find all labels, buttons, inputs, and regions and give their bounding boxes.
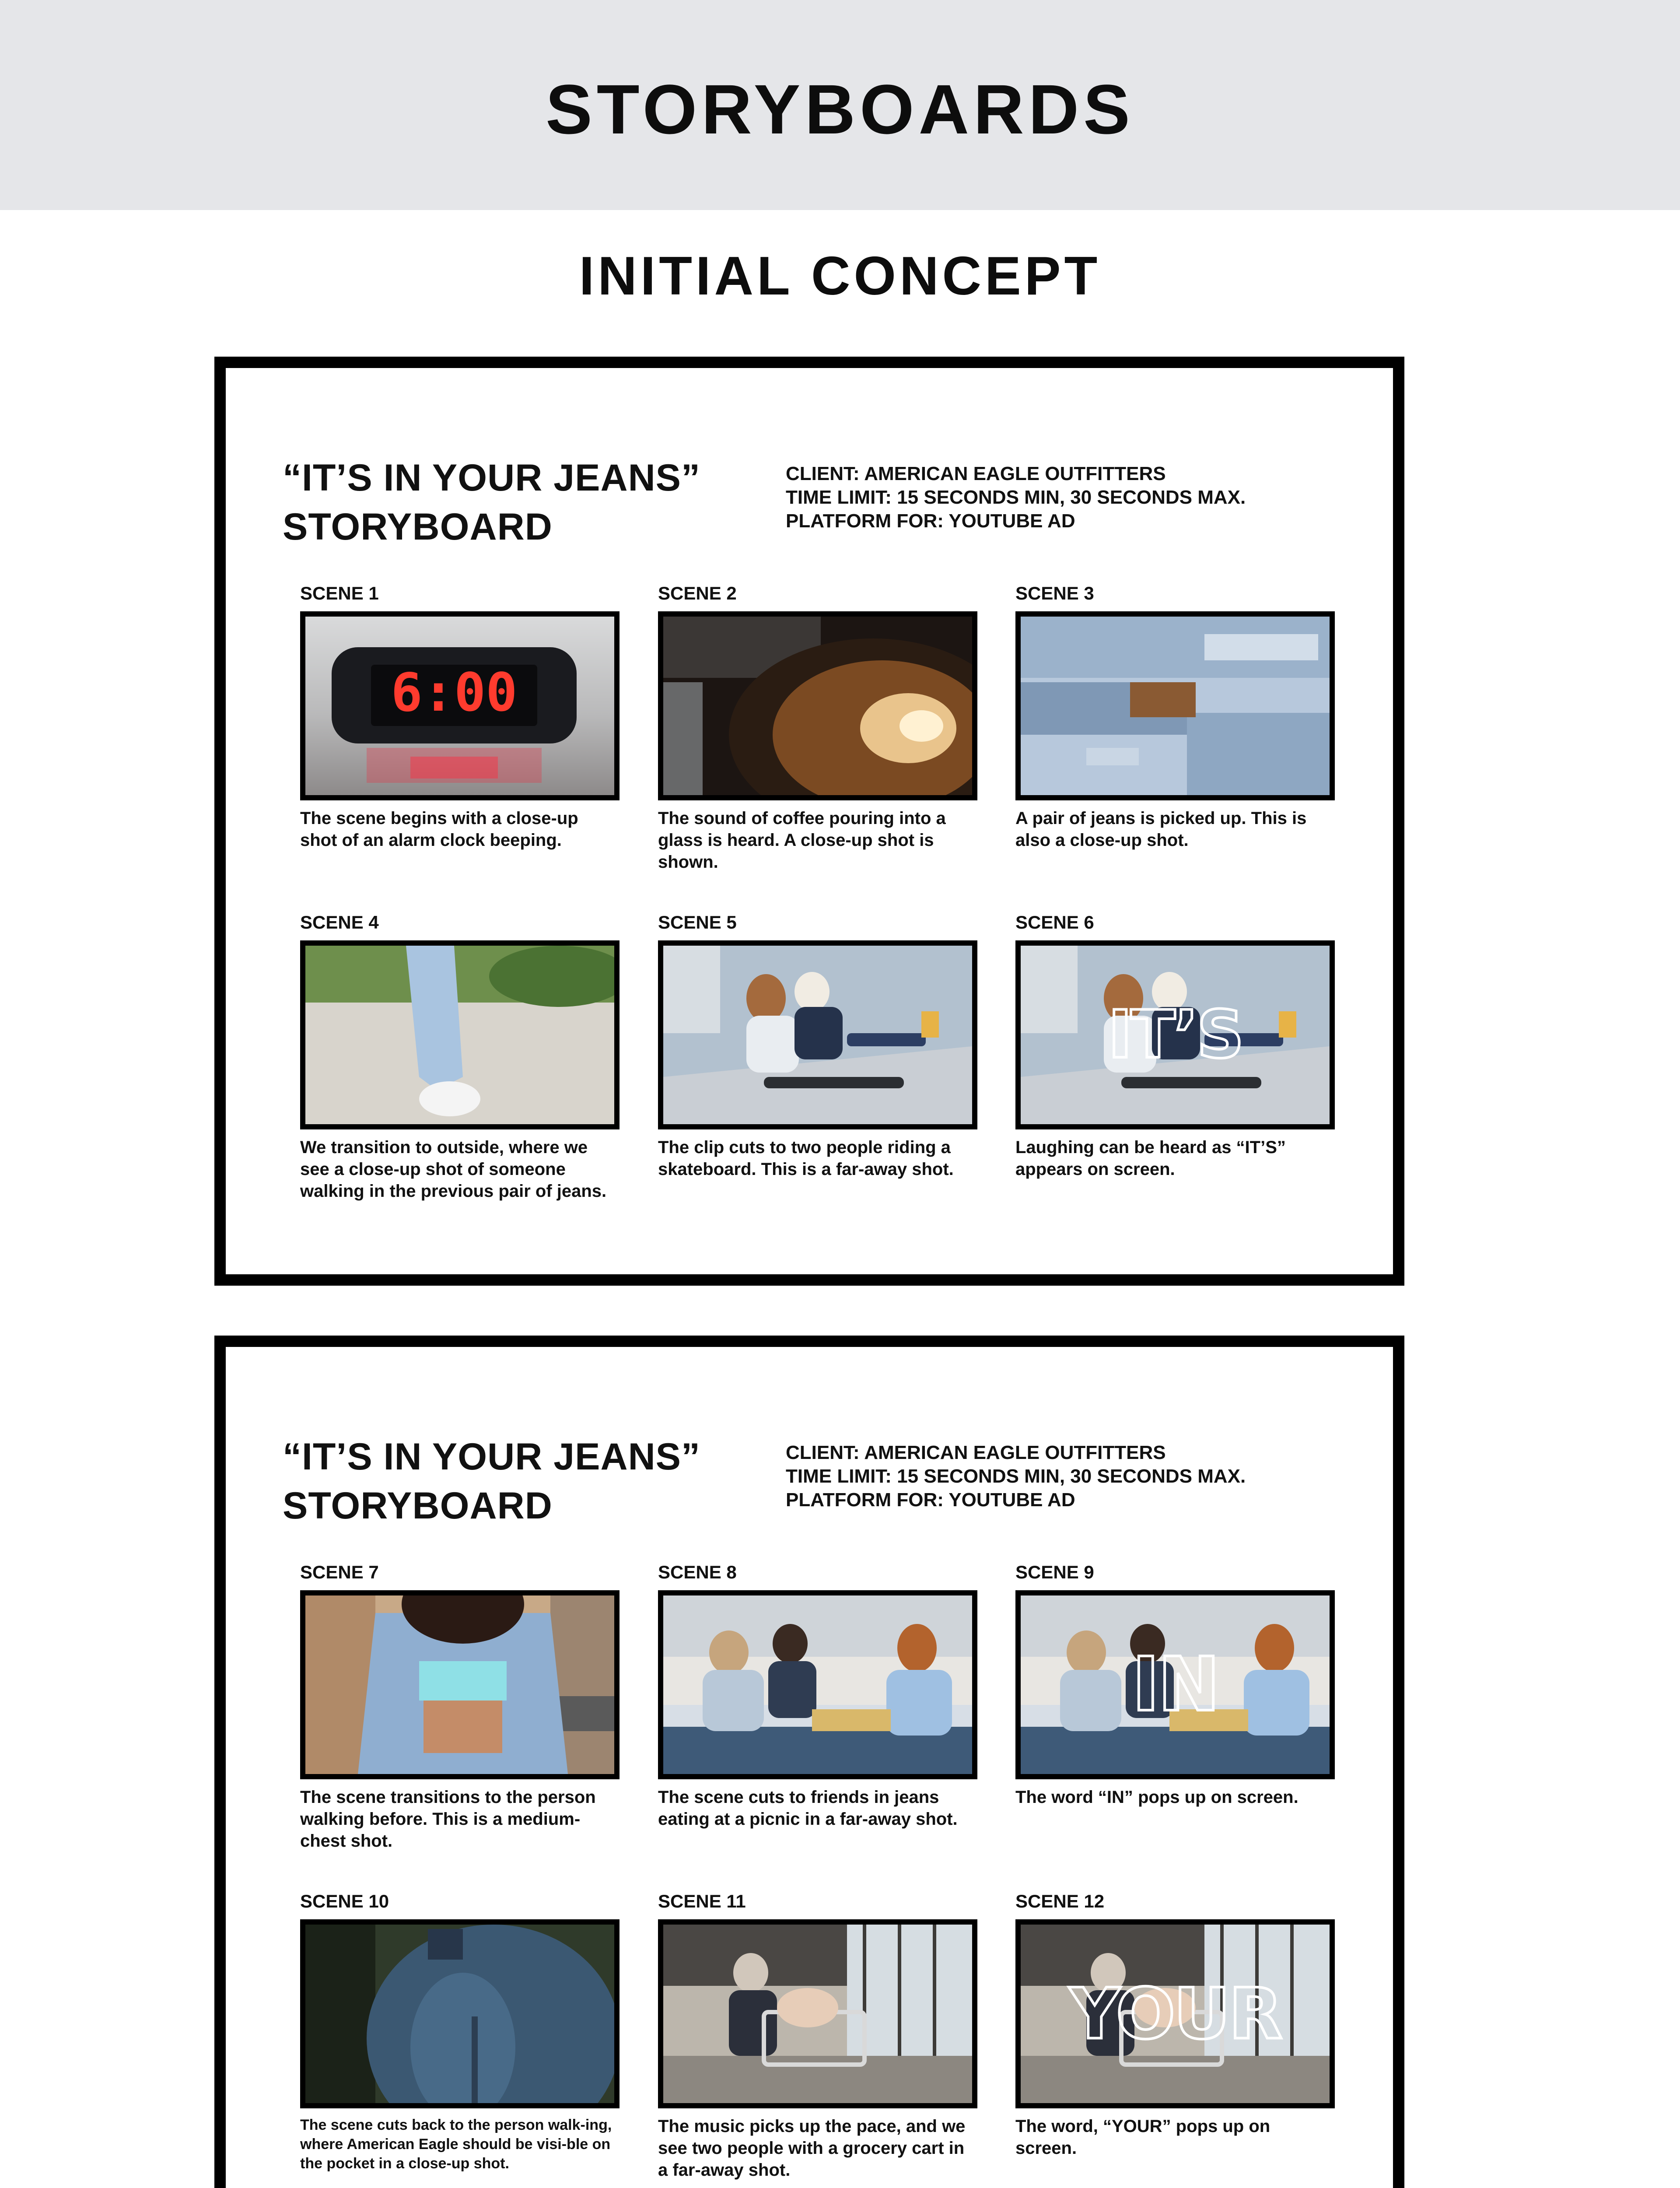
scene-overlay-text: IN xyxy=(1132,1641,1218,1728)
scene-thumbnail xyxy=(300,611,620,800)
scene-caption: A pair of jeans is picked up. This is also a close-up shot. xyxy=(1015,809,1307,850)
scene-label: SCENE 2 xyxy=(658,583,737,603)
scene-caption: The scene cuts back to the person walk-ing, where American Eagle should be visi-ble on the pocket in a close-up shot. xyxy=(300,2117,612,2172)
meta-line: PLATFORM FOR: YOUTUBE AD xyxy=(786,1489,1075,1511)
scene-label: SCENE 8 xyxy=(658,1562,737,1582)
scene-caption: We transition to outside, where we see a close-up shot of someone walking in the previous pair of jeans. xyxy=(300,1138,607,1201)
scene-card xyxy=(300,1890,620,2173)
scene-caption: The scene transitions to the person walking before. This is a medium-chest shot. xyxy=(300,1788,596,1851)
scene-thumbnail xyxy=(658,1590,977,1779)
scene-caption: The music picks up the pace, and we see two people with a grocery cart in a far-away shot. xyxy=(658,2117,966,2180)
meta-line: TIME LIMIT: 15 SECONDS MIN, 30 SECONDS MAX. xyxy=(786,1466,1246,1487)
scene-image-folded-jeans xyxy=(1021,617,1330,795)
storyboard-title xyxy=(283,453,764,551)
scene-card xyxy=(658,1561,977,1830)
scene-image-picnic xyxy=(663,1595,972,1774)
scene-card xyxy=(1015,1561,1335,1808)
scene-card xyxy=(300,912,620,1202)
storyboard-panel xyxy=(214,357,1404,1286)
storyboard-title xyxy=(283,1432,764,1530)
scene-thumbnail xyxy=(300,1590,620,1779)
scene-thumbnail xyxy=(658,1919,977,2108)
storyboard-meta xyxy=(786,1441,1311,1512)
scene-card xyxy=(658,582,977,873)
scene-label: SCENE 3 xyxy=(1015,583,1094,603)
scene-thumbnail xyxy=(1015,1919,1335,2108)
scene-card xyxy=(1015,1890,1335,2159)
storyboard-header xyxy=(283,453,1333,593)
storyboard-title-line: “IT’S IN YOUR JEANS” xyxy=(283,1436,701,1478)
scene-image-walking-legs xyxy=(305,946,614,1124)
scene-card xyxy=(658,912,977,1180)
scene-label: SCENE 7 xyxy=(300,1562,379,1582)
scene-label: SCENE 11 xyxy=(658,1891,746,1911)
scene-label: SCENE 10 xyxy=(300,1891,389,1911)
scene-label: SCENE 1 xyxy=(300,583,379,603)
scene-caption: The word “IN” pops up on screen. xyxy=(1015,1788,1298,1807)
scene-label: SCENE 4 xyxy=(300,912,379,933)
meta-line: PLATFORM FOR: YOUTUBE AD xyxy=(786,510,1075,532)
scene-card xyxy=(1015,582,1335,851)
svg-text:6:00: 6:00 xyxy=(391,663,518,723)
scene-thumbnail xyxy=(658,611,977,800)
scene-thumbnail xyxy=(300,940,620,1129)
scene-label: SCENE 9 xyxy=(1015,1562,1094,1582)
scene-thumbnail xyxy=(1015,611,1335,800)
scene-image-jeans-pocket xyxy=(305,1925,614,2103)
scene-caption: The sound of coffee pouring into a glass is heard. A close-up shot is shown. xyxy=(658,809,946,872)
scene-thumbnail xyxy=(1015,1590,1335,1779)
storyboard-meta xyxy=(786,462,1311,533)
scene-image-skateboard-duo xyxy=(663,946,972,1124)
section-subtitle: INITIAL CONCEPT xyxy=(579,246,1101,306)
scene-label: SCENE 5 xyxy=(658,912,737,933)
scene-caption: Laughing can be heard as “IT’S” appears on screen. xyxy=(1015,1138,1286,1179)
scene-caption: The scene begins with a close-up shot of an alarm clock beeping. xyxy=(300,809,578,850)
storyboard-panel xyxy=(214,1336,1404,2188)
scene-overlay-text: IT’S xyxy=(1108,997,1242,1073)
scene-card xyxy=(1015,912,1335,1180)
scene-thumbnail xyxy=(1015,940,1335,1129)
scene-caption: The word, “YOUR” pops up on screen. xyxy=(1015,2117,1270,2158)
scene-thumbnail xyxy=(300,1919,620,2108)
scene-label: SCENE 12 xyxy=(1015,1891,1105,1911)
scene-card xyxy=(300,582,620,851)
meta-line: CLIENT: AMERICAN EAGLE OUTFITTERS xyxy=(786,1442,1166,1463)
scene-caption: The scene cuts to friends in jeans eating at a picnic in a far-away shot. xyxy=(658,1788,958,1829)
meta-line: CLIENT: AMERICAN EAGLE OUTFITTERS xyxy=(786,463,1166,484)
scene-image-grocery-cart xyxy=(663,1925,972,2103)
header-band xyxy=(0,0,1680,210)
scene-image-alarm-clock xyxy=(305,617,614,795)
scene-image-denim-jacket-street xyxy=(305,1595,614,1774)
scene-overlay-text: YOUR xyxy=(1069,1973,1281,2055)
scene-card xyxy=(300,1561,620,1852)
page-title: STORYBOARDS xyxy=(546,70,1134,148)
scene-label: SCENE 6 xyxy=(1015,912,1094,933)
scene-card xyxy=(658,1890,977,2181)
scene-image-coffee-pour xyxy=(663,617,972,795)
scene-caption: The clip cuts to two people riding a skateboard. This is a far-away shot. xyxy=(658,1138,954,1179)
storyboard-title-line: STORYBOARD xyxy=(283,1485,553,1527)
meta-line: TIME LIMIT: 15 SECONDS MIN, 30 SECONDS MAX. xyxy=(786,487,1246,508)
storyboard-title-line: STORYBOARD xyxy=(283,506,553,548)
storyboard-header xyxy=(283,1432,1333,1572)
scene-thumbnail xyxy=(658,940,977,1129)
storyboard-title-line: “IT’S IN YOUR JEANS” xyxy=(283,457,701,499)
